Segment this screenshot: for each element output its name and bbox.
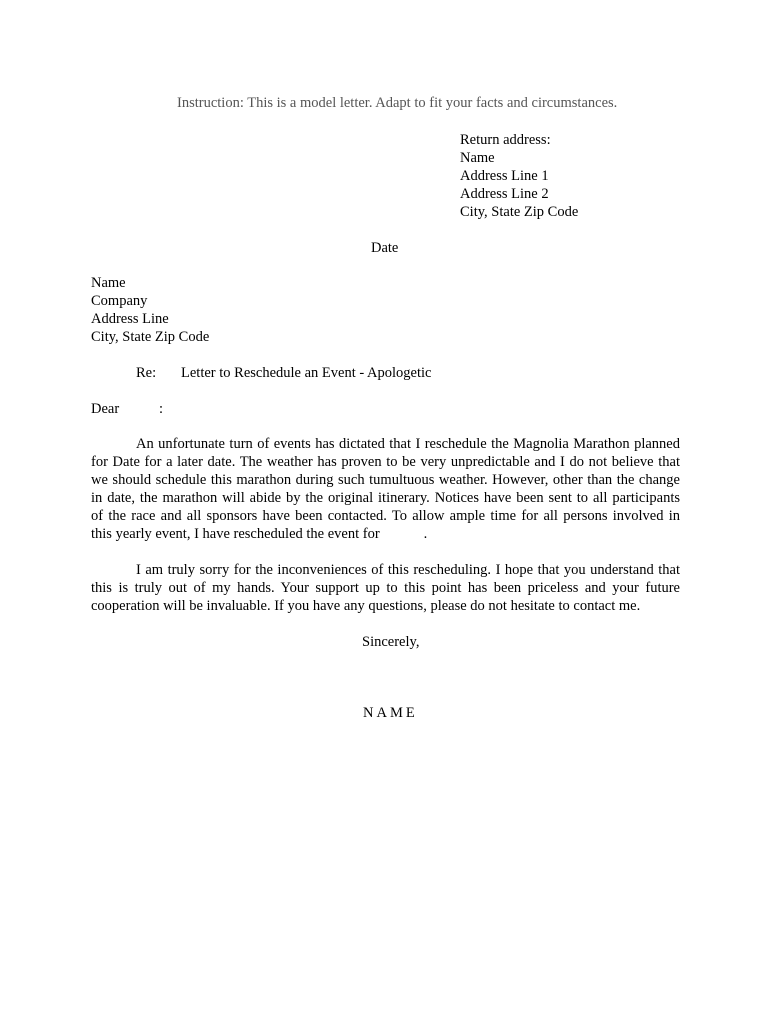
instruction-note: Instruction: This is a model letter. Adapt to fit your facts and circumstances. [177,95,618,111]
recipient-city-state-zip: City, State Zip Code [91,329,210,345]
salutation-dear: Dear [91,401,120,417]
paragraph-line: for Date for a later date. The weather has proven to be very unpredictable and I do not believe that [91,454,680,470]
recipient-address-line: Address Line [91,311,169,327]
paragraph-last-period: . [423,526,428,542]
recipient-name: Name [91,275,126,291]
paragraph-line: An unfortunate turn of events has dictated that I reschedule the Magnolia Marathon planned [136,436,680,452]
body-paragraph-1 [91,435,680,543]
return-address-line2: Address Line 2 [460,186,549,202]
return-address-label: Return address: [460,132,551,148]
body-paragraph-2 [91,561,680,615]
paragraph-line: this is truly out of my hands. Your support up to this point has been priceless and your future [91,580,680,596]
paragraph-last-line: cooperation will be invaluable. If you have any questions, please do not hesitate to contact me. [91,598,641,614]
closing: Sincerely, [362,634,420,650]
return-address-line1: Address Line 1 [460,168,549,184]
return-address-name: Name [460,150,495,166]
paragraph-line: in date, the marathon will abide by the original itinerary. Notices have been sent to all participants [91,490,680,506]
signature-name: NAME [363,705,418,721]
recipient-company: Company [91,293,148,309]
paragraph-last-line [91,525,680,543]
paragraph-line: of the race and all sponsors have been contacted. To allow ample time for all persons involved in [91,508,680,524]
paragraph-last-line-text: this yearly event, I have rescheduled the event for [91,526,380,542]
paragraph-line: I am truly sorry for the inconveniences of this rescheduling. I hope that you understand that [136,562,680,578]
return-address-block [460,131,578,221]
salutation-colon: : [159,401,164,417]
letter-date: Date [371,240,399,256]
paragraph-line: we should schedule this marathon during such tumultuous weather. However, other than the change [91,472,680,488]
return-address-city-state-zip: City, State Zip Code [460,204,579,220]
re-label: Re: [136,365,157,381]
re-subject: Letter to Reschedule an Event - Apologetic [181,365,432,381]
recipient-address-block [91,274,209,346]
